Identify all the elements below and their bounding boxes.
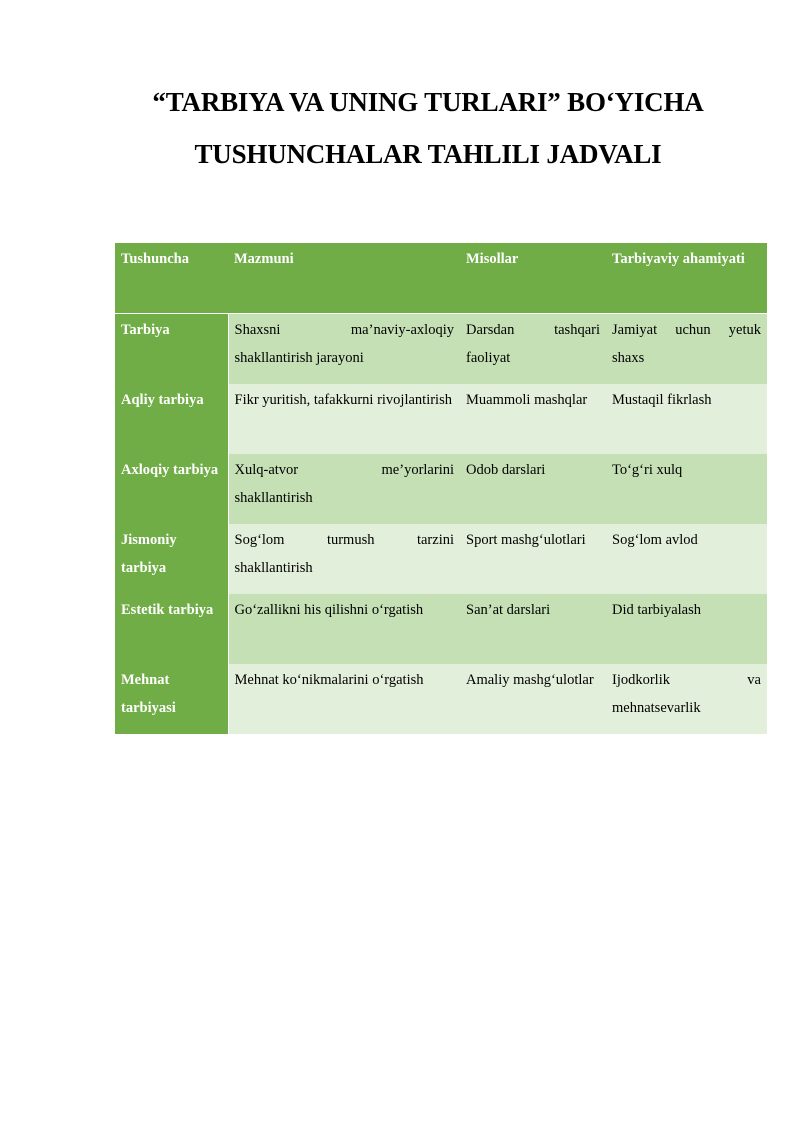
content-cell: Fikr yuritish, tafakkurni rivojlantirish [228,384,460,454]
significance-cell: Jamiyat uchun yetuk shaxs [606,314,767,385]
table-row [115,314,767,385]
examples-cell: Amaliy mashg‘ulotlar [460,664,606,734]
concept-cell: Estetik tarbiya [115,594,228,664]
table-row [115,594,767,664]
table-header-row [115,243,767,314]
concept-cell: Tarbiya [115,314,228,385]
concept-cell: Mehnat tarbiyasi [115,664,228,734]
title-line-2: TUSHUNCHALAR TAHLILI JADVALI [194,139,662,169]
table-row [115,454,767,524]
header-cell-significance: Tarbiyaviy ahamiyati [606,243,767,314]
title-line-1: “TARBIYA VA UNING TURLARI” BO‘YICHA [152,87,704,117]
concepts-table [115,243,767,734]
content-cell: Go‘zallikni his qilishni o‘rgatish [228,594,460,664]
table-row [115,384,767,454]
examples-cell: Odob darslari [460,454,606,524]
content-cell: Shaxsni ma’naviy-axloqiy shakllantirish jarayoni [228,314,460,385]
header-cell-concept: Tushuncha [115,243,228,314]
concept-cell: Jismoniy tarbiya [115,524,228,594]
significance-cell: Did tarbiyalash [606,594,767,664]
significance-cell: Ijodkorlik va mehnatsevarlik [606,664,767,734]
header-cell-content: Mazmuni [228,243,460,314]
significance-cell: Sog‘lom avlod [606,524,767,594]
examples-cell: Sport mashg‘ulotlari [460,524,606,594]
content-cell: Mehnat ko‘nikmalarini o‘rgatish [228,664,460,734]
content-cell: Sog‘lom turmush tarzini shakllantirish [228,524,460,594]
table-row [115,664,767,734]
examples-cell: Muammoli mashqlar [460,384,606,454]
examples-cell: San’at darslari [460,594,606,664]
concept-cell: Axloqiy tarbiya [115,454,228,524]
document-title [0,76,800,180]
significance-cell: Mustaqil fikrlash [606,384,767,454]
header-cell-examples: Misollar [460,243,606,314]
significance-cell: To‘g‘ri xulq [606,454,767,524]
table-row [115,524,767,594]
concept-cell: Aqliy tarbiya [115,384,228,454]
content-cell: Xulq-atvor me’yorlarini shakllantirish [228,454,460,524]
examples-cell: Darsdan tashqari faoliyat [460,314,606,385]
